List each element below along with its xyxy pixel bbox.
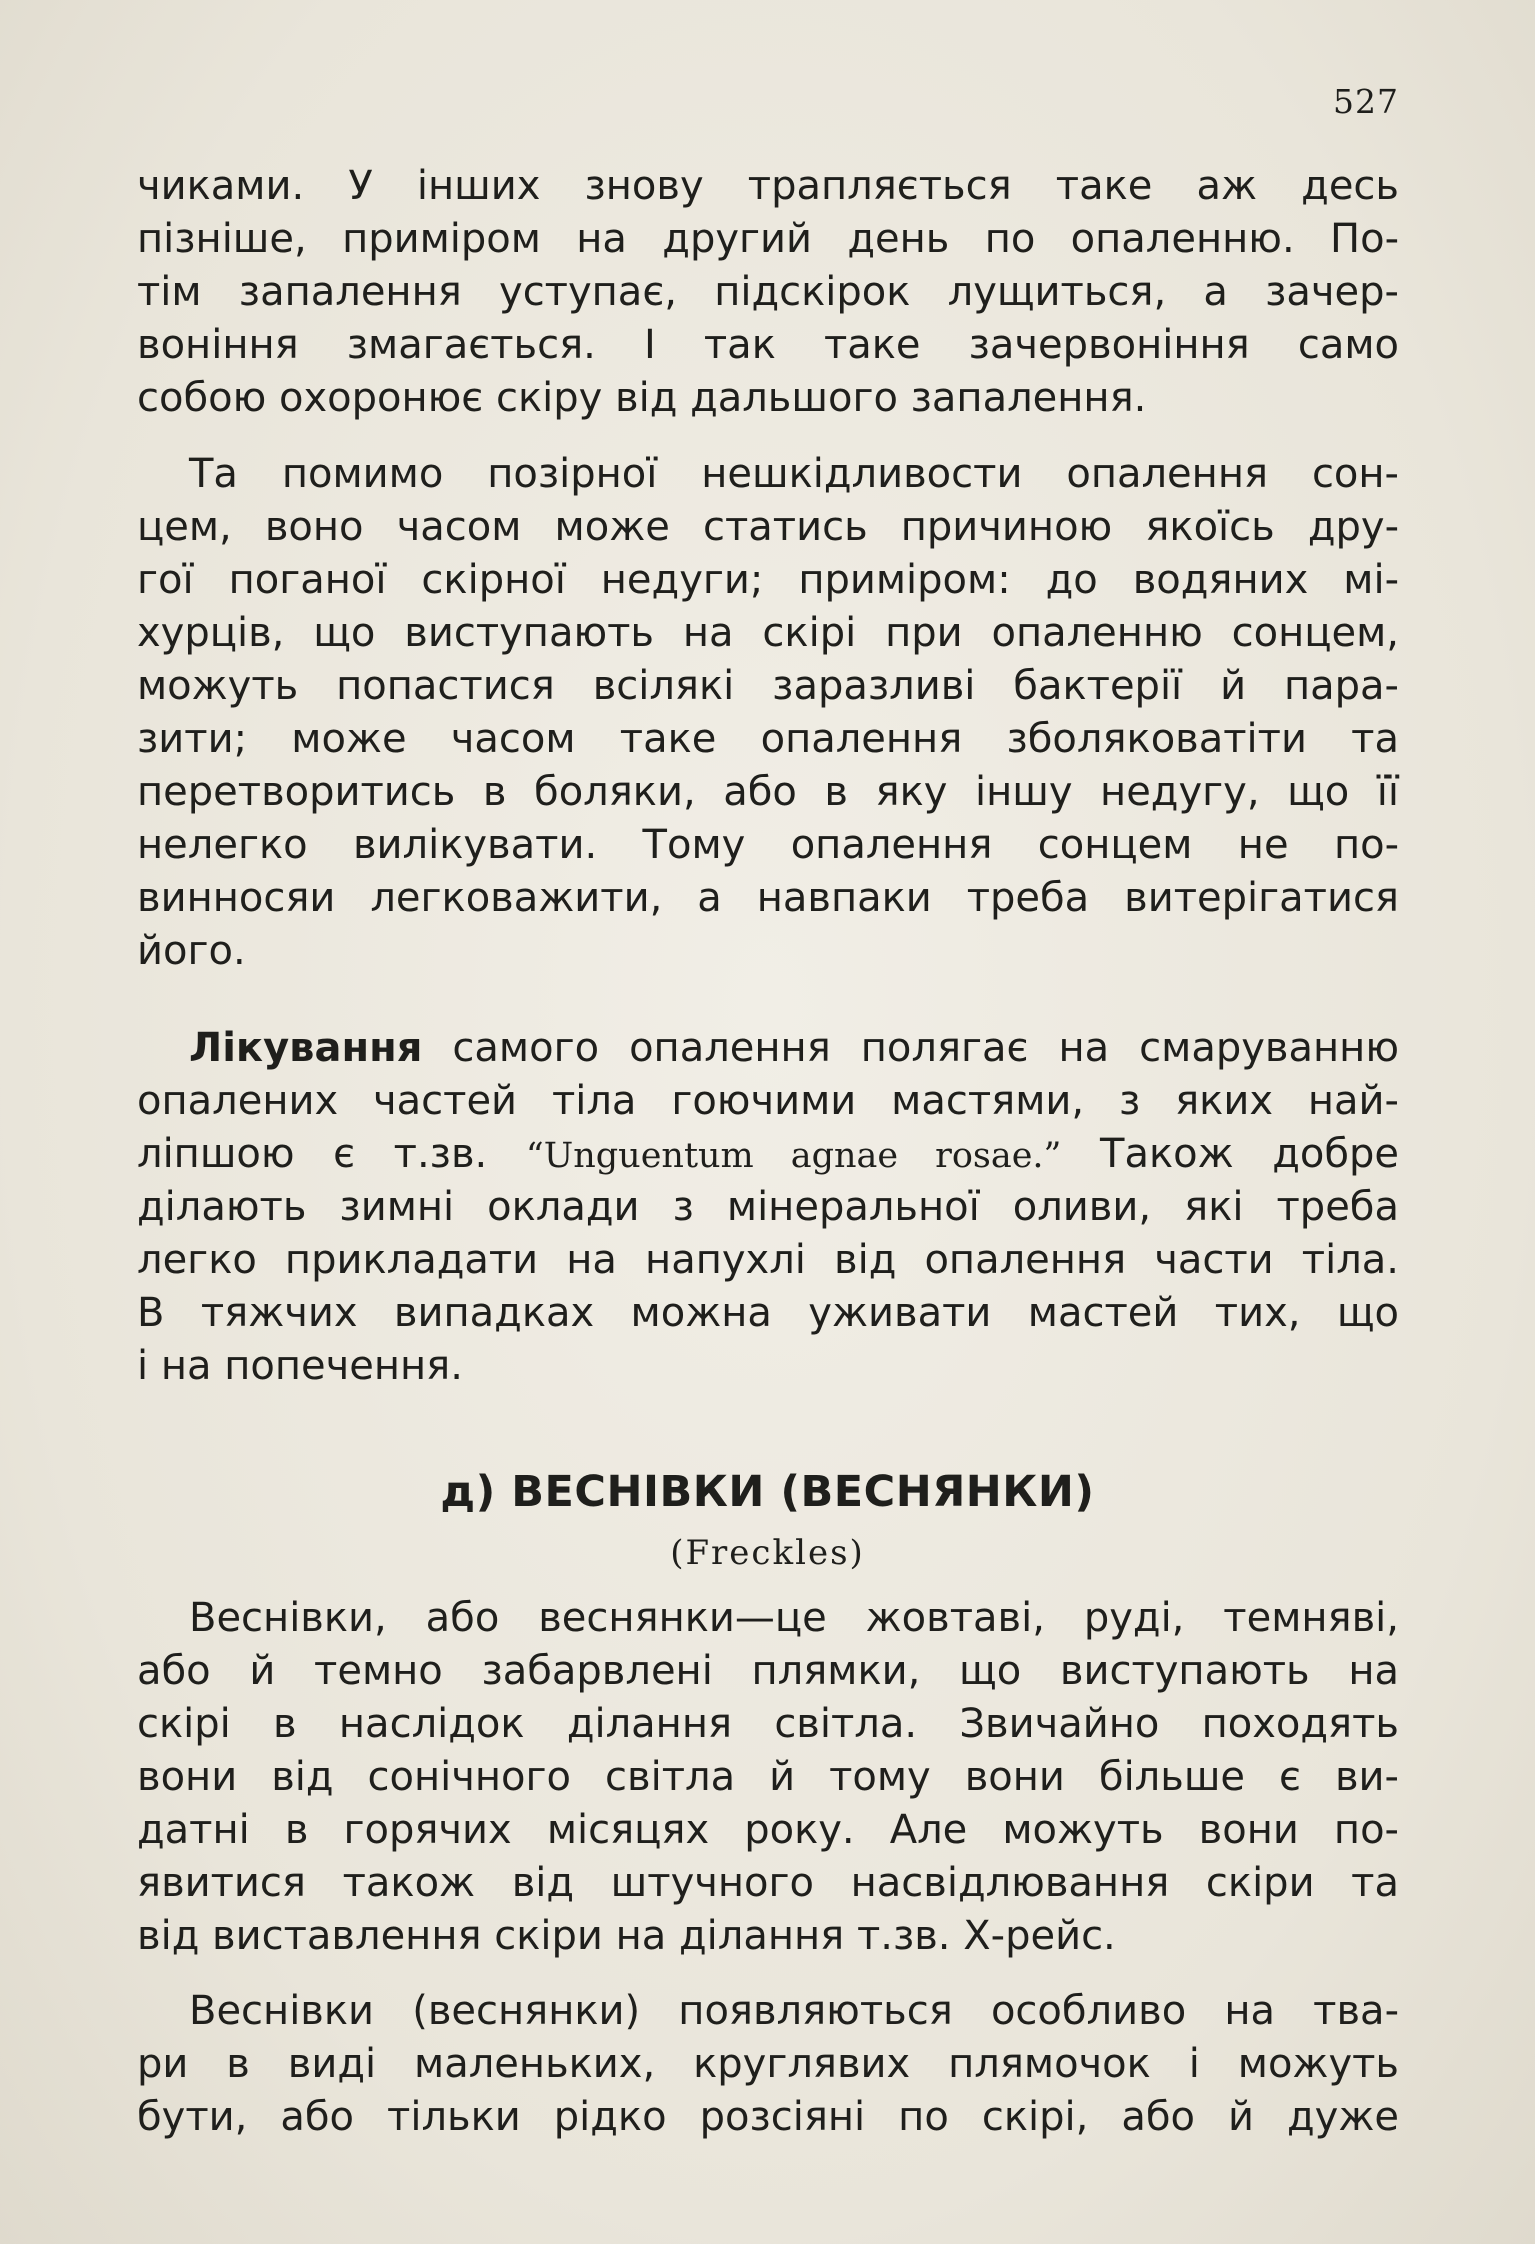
text-line: Веснівки (веснянки) появляються особливо на тва- bbox=[189, 1988, 1399, 2034]
text-line: нелегко вилікувати. Тому опалення сонцем не по- bbox=[137, 822, 1399, 868]
text-line bbox=[137, 1022, 1399, 1075]
text-line: чиками. У інших знову трапляється таке аж десь bbox=[137, 163, 1399, 209]
text-run: ліпшою є т.зв. bbox=[137, 1131, 526, 1177]
paragraph-5 bbox=[137, 1985, 1399, 2144]
text-run: самого опалення полягає на смаруванню bbox=[422, 1025, 1399, 1071]
text-line: Та помимо позірної нешкідливости опалення сон- bbox=[189, 451, 1399, 497]
paragraph-2 bbox=[137, 448, 1399, 978]
text-line bbox=[137, 1128, 1399, 1181]
text-line: явитися також від штучного насвідлювання скіри та bbox=[137, 1860, 1399, 1906]
text-line: вони від сонічного світла й тому вони більше є ви- bbox=[137, 1754, 1399, 1800]
text-line: можуть попастися всілякі заразливі бактерії й пара- bbox=[137, 663, 1399, 709]
text-line: хурців, що виступають на скірі при опаленню сонцем, bbox=[137, 610, 1399, 656]
text-line: або й темно забарвлені плямки, що виступають на bbox=[137, 1648, 1399, 1694]
text-line: В тяжчих випадках можна уживати мастей тих, що bbox=[137, 1290, 1399, 1336]
bold-term: Лікування bbox=[189, 1025, 423, 1071]
text-line: зити; може часом таке опалення зболяковатіти та bbox=[137, 716, 1399, 762]
text-line: бути, або тільки рідко розсіяні по скірі, або й дуже bbox=[137, 2094, 1399, 2140]
text-line: тім запалення уступає, підскірок лущиться, а зачер- bbox=[137, 269, 1399, 315]
text-line: цем, воно часом може статись причиною якоїсь дру- bbox=[137, 504, 1399, 550]
text-line: датні в горячих місяцях року. Але можуть вони по- bbox=[137, 1807, 1399, 1853]
text-run: Також добре bbox=[1061, 1131, 1399, 1177]
text-line: перетворитись в боляки, або в яку іншу недугу, що її bbox=[137, 769, 1399, 815]
text-line: ри в виді маленьких, круглявих плямочок і можуть bbox=[137, 2041, 1399, 2087]
text-line: Веснівки, або веснянки—це жовтаві, руді, темняві, bbox=[189, 1595, 1399, 1641]
paragraph-4 bbox=[137, 1592, 1399, 1963]
text-line: опалених частей тіла гоючими мастями, з яких най- bbox=[137, 1078, 1399, 1124]
section-heading: д) ВЕСНІВКИ (ВЕСНЯНКИ) bbox=[440, 1467, 1095, 1517]
text-line: його. bbox=[137, 928, 246, 974]
page-number: 527 bbox=[1333, 82, 1399, 121]
text-line: собою охоронює скіру від дальшого запалення. bbox=[137, 375, 1147, 421]
text-line: скірі в наслідок ділання світла. Звичайно походять bbox=[137, 1701, 1399, 1747]
section-subheading: (Freckles) bbox=[670, 1533, 865, 1573]
latin-term: “Unguentum agnae rosae.” bbox=[525, 1136, 1062, 1176]
paragraph-3 bbox=[137, 1022, 1399, 1393]
text-line: і на попечення. bbox=[137, 1343, 463, 1389]
text-line: легко прикладати на напухлі від опалення части тіла. bbox=[137, 1237, 1399, 1283]
text-line: воніння змагається. І так таке зачервоніння само bbox=[137, 322, 1399, 368]
text-line: пізніше, приміром на другий день по опаленню. По- bbox=[137, 216, 1399, 262]
text-line: від виставлення скіри на ділання т.зв. Х-рейс. bbox=[137, 1913, 1116, 1959]
text-line: ділають зимні оклади з мінеральної оливи, які треба bbox=[137, 1184, 1399, 1230]
text-line: гої поганої скірної недуги; приміром: до водяних мі- bbox=[137, 557, 1399, 603]
text-line: винносяи легковажити, а навпаки треба витерігатися bbox=[137, 875, 1399, 921]
paragraph-1 bbox=[137, 160, 1399, 425]
